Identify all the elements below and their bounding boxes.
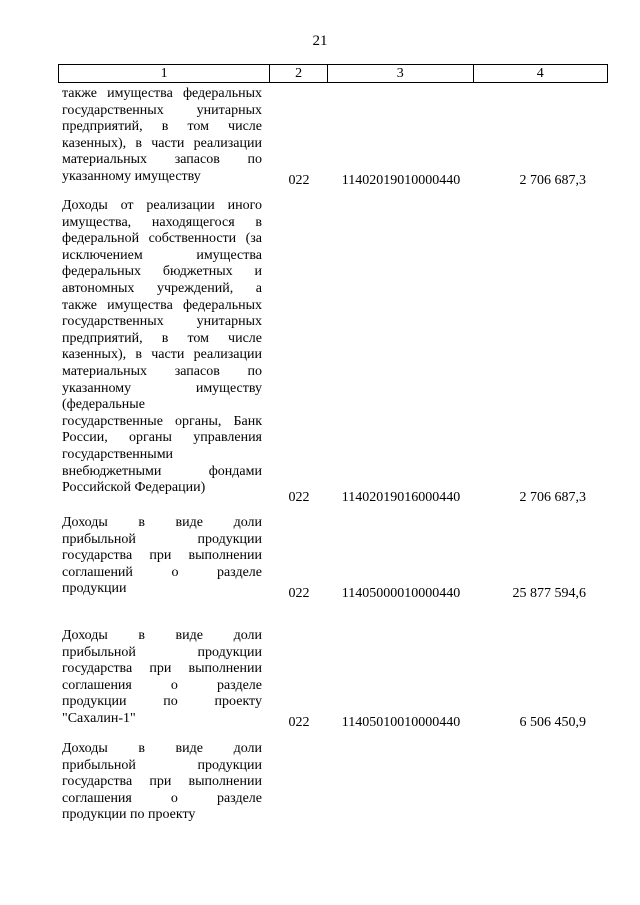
row-admin-code: 022 <box>288 490 310 505</box>
description-line: автономных учреждений, а <box>62 280 262 296</box>
description-line: также имущества федеральных <box>62 297 262 313</box>
description-line: Доходы в виде доли <box>62 628 262 643</box>
description-line: государства при выполнении <box>62 774 262 790</box>
description-line: государства при выполнении <box>62 548 262 564</box>
row-description <box>62 198 262 497</box>
row-amount: 2 706 687,3 <box>519 490 586 505</box>
description-line: также имущества федеральных <box>62 86 262 101</box>
description-line: указанному имуществу <box>62 380 262 396</box>
description-line: исключением имущества <box>62 247 262 263</box>
row-kbk-code: 11402019016000440 <box>341 490 461 505</box>
description-line: указанному имуществу <box>62 168 201 184</box>
description-line: федеральных бюджетных и <box>62 264 262 280</box>
description-line: (федеральные <box>62 397 145 413</box>
row-amount: 6 506 450,9 <box>519 715 586 730</box>
row-description <box>62 86 262 186</box>
description-line: соглашений о разделе <box>62 564 262 580</box>
description-line: государственными <box>62 446 174 462</box>
description-line: государственных унитарных <box>62 314 262 330</box>
row-description <box>62 741 262 824</box>
row-admin-code: 022 <box>288 586 310 601</box>
row-description <box>62 515 262 598</box>
description-line: России, органы управления <box>62 430 262 446</box>
description-line: Доходы от реализации иного <box>62 198 262 213</box>
description-line: внебюджетными фондами <box>62 463 262 479</box>
description-line: казенных), в части реализации <box>62 347 262 363</box>
description-line: Доходы в виде доли <box>62 515 262 530</box>
row-admin-code: 022 <box>288 173 310 188</box>
column-4-header: 4 <box>536 66 544 81</box>
description-line: продукции по проекту <box>62 694 262 710</box>
description-line: государственных унитарных <box>62 102 262 118</box>
description-line: прибыльной продукции <box>62 644 262 660</box>
description-line: федеральной собственности (за <box>62 231 262 247</box>
description-line: прибыльной продукции <box>62 531 262 547</box>
row-amount: 25 877 594,6 <box>512 586 586 601</box>
description-line: материальных запасов по <box>62 152 262 168</box>
description-line: Российской Федерации) <box>62 480 206 496</box>
description-line: соглашения о разделе <box>62 677 262 693</box>
column-3-header: 3 <box>328 65 473 82</box>
description-line: продукции <box>62 581 127 597</box>
page-number: 21 <box>312 33 328 49</box>
column-2-header: 2 <box>270 65 328 82</box>
description-line: государственные органы, Банк <box>62 413 262 429</box>
table-column-header <box>58 64 608 83</box>
row-kbk-code: 11405000010000440 <box>341 586 461 601</box>
description-line: имущества, находящегося в <box>62 214 262 230</box>
description-line: предприятий, в том числе <box>62 119 262 135</box>
description-line: казенных), в части реализации <box>62 135 262 151</box>
column-1-header: 1 <box>59 65 270 82</box>
description-line: "Сахалин-1" <box>62 710 136 726</box>
row-description <box>62 628 262 728</box>
description-line: прибыльной продукции <box>62 757 262 773</box>
description-line: продукции по проекту <box>62 807 196 823</box>
row-kbk-code: 11402019010000440 <box>341 173 461 188</box>
row-admin-code: 022 <box>288 715 310 730</box>
row-kbk-code: 11405010010000440 <box>341 715 461 730</box>
description-line: предприятий, в том числе <box>62 330 262 346</box>
description-line: государства при выполнении <box>62 661 262 677</box>
description-line: соглашения о разделе <box>62 790 262 806</box>
row-amount: 2 706 687,3 <box>519 173 586 188</box>
description-line: Доходы в виде доли <box>62 741 262 756</box>
description-line: материальных запасов по <box>62 363 262 379</box>
